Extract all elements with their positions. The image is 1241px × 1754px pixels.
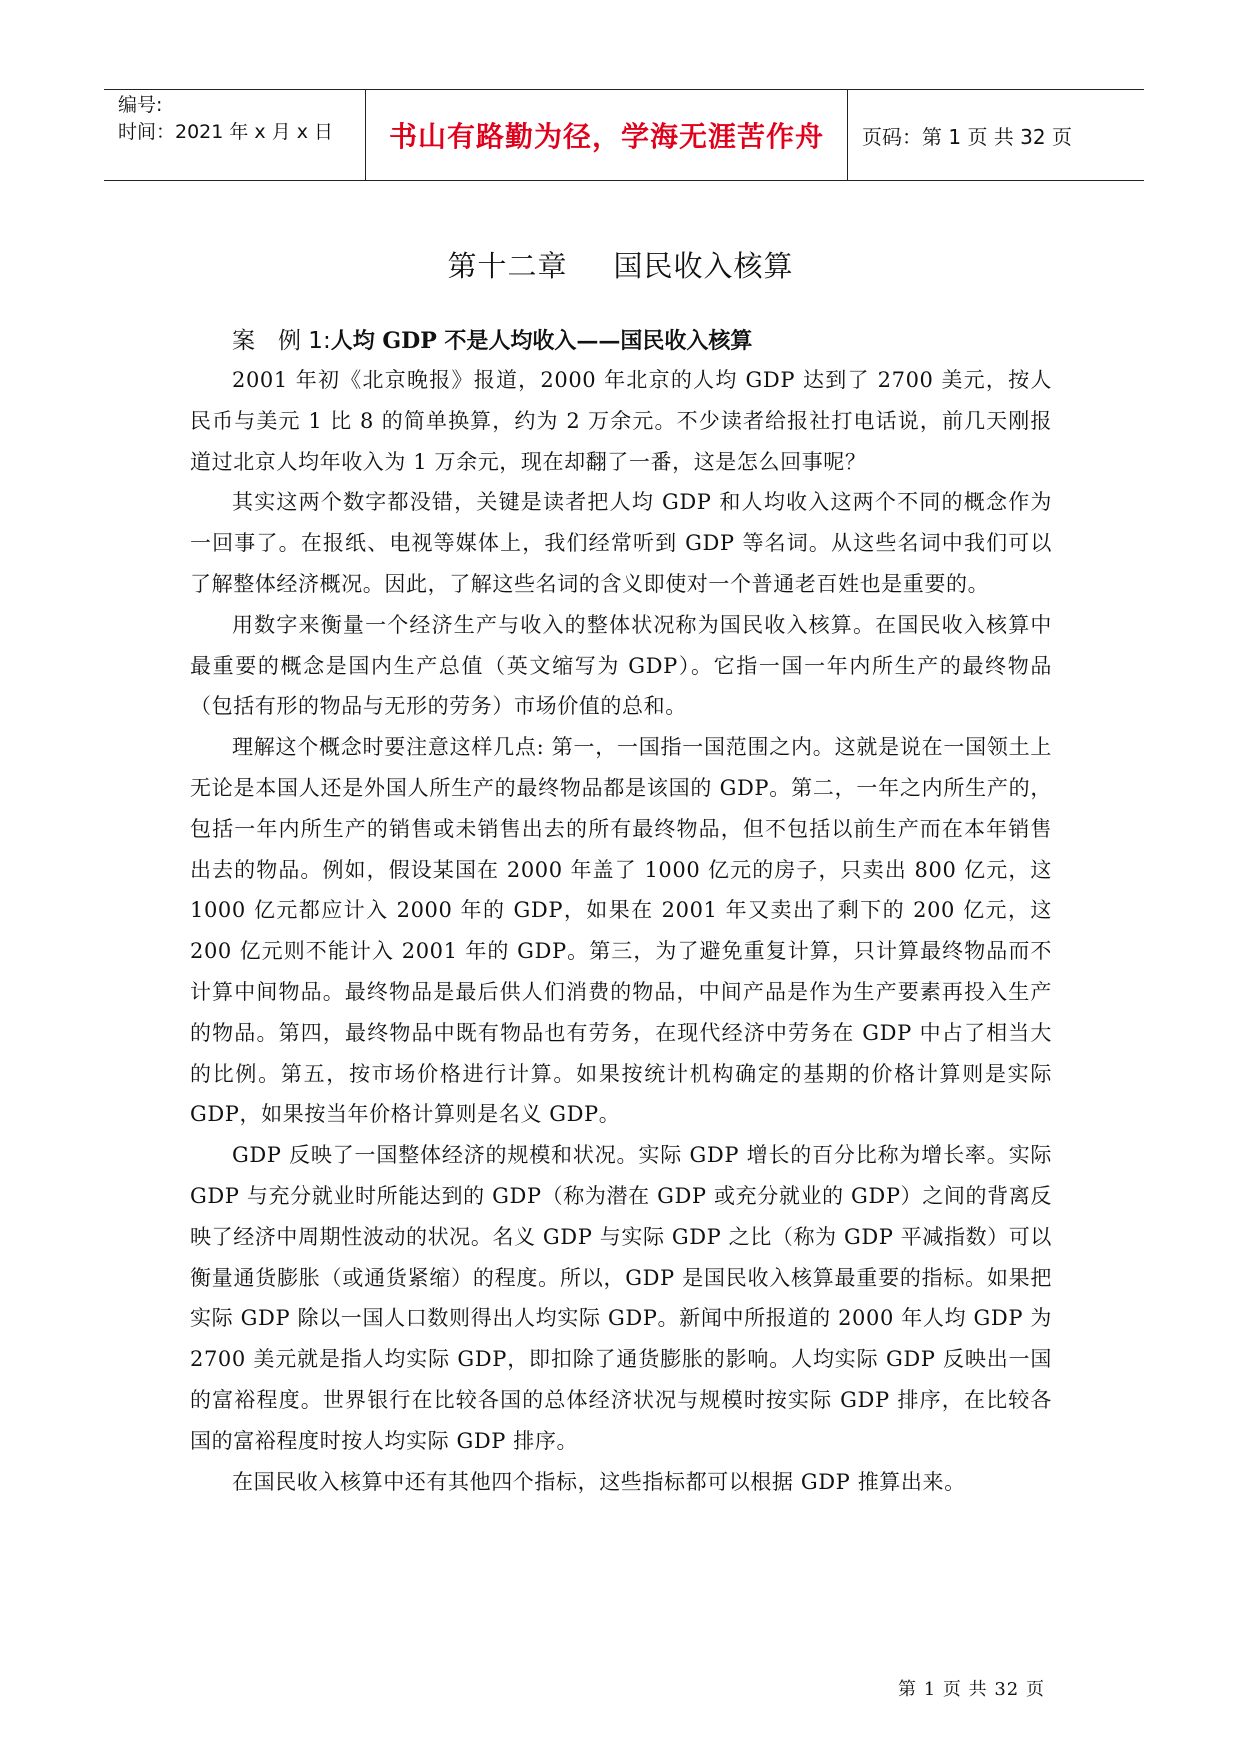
header-page-number: 页码：第 1 页 共 32 页: [862, 124, 1072, 149]
header-motto: 书山有路勤为径，学海无涯苦作舟: [366, 90, 848, 180]
paragraph: 其实这两个数字都没错，关键是读者把人均 GDP 和人均收入这两个不同的概念作为一回事了。在报纸、电视等媒体上，我们经常听到 GDP 等名词。从这些名词中我们可以了解整体经济概况。因此，了解这些名词的含义即使对一个普通老百姓也是重要的。: [190, 490, 1052, 596]
chapter-name: 国民收入核算: [613, 249, 794, 283]
case-label: 案 例 1:: [232, 328, 331, 354]
page-footer: 第 1 页 共 32 页: [898, 1679, 1045, 1700]
document-time: 时间：2021 年 x 月 x 日: [118, 121, 334, 143]
document-number: 编号:: [118, 94, 163, 116]
chapter-title: [0, 244, 1241, 285]
paragraph: 在国民收入核算中还有其他四个指标，这些指标都可以根据 GDP 推算出来。: [232, 1469, 966, 1494]
paragraph: 理解这个概念时要注意这样几点: 第一，一国指一国范围之内。这就是说在一国领土上无论是本国人还是外国人所生产的最终物品都是该国的 GDP。第二，一年之内所生产的，包括一年内所生产的销售或未销售出去的所有最终物品，但不包括以前生产而在本年销售出去的物品。例如，假设某国在 2000 年盖了 1000 亿元的房子，只卖出 800 亿元，这 1000 亿元都应计入 2000 年的 GDP，如果在 2001 年又卖出了剩下的 200 亿元，这 200 亿元则不能计入 2001 年的 GDP。第三，为了避免重复计算，只计算最终物品而不计算中间物品。最终物品是最后供人们消费的物品，中间产品是作为生产要素再投入生产的物品。第四，最终物品中既有物品也有劳务，在现代经济中劳务在 GDP 中占了相当大的比例。第五，按市场价格进行计算。如果按统计机构确定的基期的价格计算则是实际 GDP，如果按当年价格计算则是名义 GDP。: [190, 735, 1052, 1127]
body-text: [190, 360, 1052, 1502]
case-title-text: 人均 GDP 不是人均收入——国民收入核算: [330, 328, 753, 354]
paragraph: 用数字来衡量一个经济生产与收入的整体状况称为国民收入核算。在国民收入核算中最重要的概念是国内生产总值（英文缩写为 GDP）。它指一国一年内所生产的最终物品（包括有形的物品与无形的劳务）市场价值的总和。: [190, 612, 1052, 719]
document-header: [104, 89, 1144, 181]
paragraph: GDP 反映了一国整体经济的规模和状况。实际 GDP 增长的百分比称为增长率。实际 GDP 与充分就业时所能达到的 GDP（称为潜在 GDP 或充分就业的 GDP）之间的背离反映了经济中周期性波动的状况。名义 GDP 与实际 GDP 之比（称为 GDP 平减指数）可以衡量通货膨胀（或通货紧缩）的程度。所以，GDP 是国民收入核算最重要的指标。如果把实际 GDP 除以一国人口数则得出人均实际 GDP。新闻中所报道的 2000 年人均 GDP 为 2700 美元就是指人均实际 GDP，即扣除了通货膨胀的影响。人均实际 GDP 反映出一国的富裕程度。世界银行在比较各国的总体经济状况与规模时按实际 GDP 排序，在比较各国的富裕程度时按人均实际 GDP 排序。: [190, 1143, 1053, 1453]
header-meta: [104, 90, 366, 180]
paragraph: 2001 年初《北京晚报》报道，2000 年北京的人均 GDP 达到了 2700 美元，按人民币与美元 1 比 8 的简单换算，约为 2 万余元。不少读者给报社打电话说，前几天刚报道过北京人均年收入为 1 万余元，现在却翻了一番，这是怎么回事呢？: [190, 368, 1052, 474]
chapter-number: 第十二章: [447, 249, 568, 283]
case-heading: [232, 322, 752, 355]
